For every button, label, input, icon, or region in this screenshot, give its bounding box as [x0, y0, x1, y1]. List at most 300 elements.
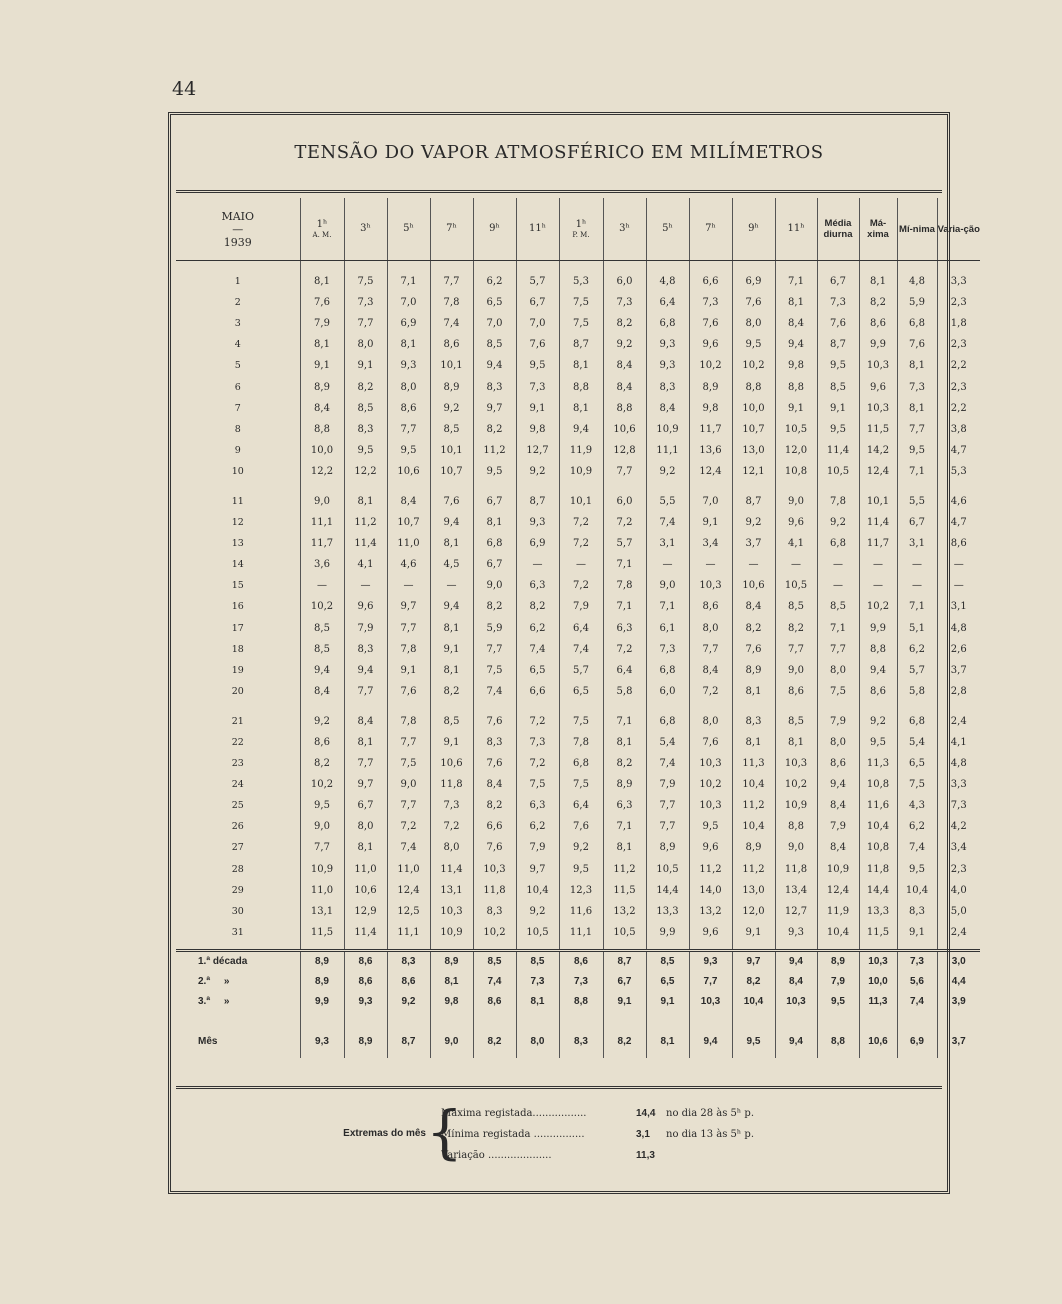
day-label: 27 [231, 842, 244, 854]
value-cell: — [300, 575, 344, 596]
value-cell: 13,1 [300, 901, 344, 922]
value-cell: 5,4 [897, 732, 937, 753]
value-cell: 9,5 [897, 440, 937, 461]
value-cell: 10,4 [732, 774, 775, 795]
value-cell: 8,1 [344, 732, 387, 753]
value-cell: 11,9 [559, 440, 603, 461]
day-label: 2 [234, 297, 241, 309]
table-row [176, 512, 980, 533]
value-cell: 6,9 [387, 313, 430, 334]
extremes-label: Extremas do mês [343, 1128, 426, 1139]
value-cell: 9,0 [473, 575, 516, 596]
hour-label: 7ʰ [705, 223, 716, 234]
value-cell: 2,4 [937, 922, 980, 943]
hour-header-3am [344, 198, 387, 261]
value-cell: 10,4 [732, 816, 775, 837]
value-cell: 8,1 [603, 837, 646, 858]
summary-value: 9,3 [689, 950, 732, 972]
value-cell: 9,2 [516, 461, 559, 482]
summary-value: 9,5 [732, 1032, 775, 1052]
value-cell: 8,4 [344, 711, 387, 732]
value-cell: 9,5 [897, 859, 937, 880]
value-cell: 10,5 [817, 461, 859, 482]
value-cell: 8,4 [732, 596, 775, 617]
value-cell: 4,8 [937, 753, 980, 774]
value-cell: 9,2 [817, 512, 859, 533]
spacer-cell [689, 1052, 732, 1058]
value-cell: 8,3 [646, 376, 689, 397]
value-cell: 2,3 [937, 859, 980, 880]
value-cell: 9,2 [859, 711, 897, 732]
value-cell: 7,2 [516, 711, 559, 732]
value-cell: 9,4 [775, 334, 817, 355]
value-cell: 11,2 [344, 512, 387, 533]
value-cell: 7,7 [300, 837, 344, 858]
value-cell: 8,7 [732, 491, 775, 512]
summary-value: 9,4 [775, 950, 817, 972]
day-label: 21 [231, 715, 244, 727]
day-label: 31 [231, 926, 244, 938]
value-cell: 9,2 [516, 901, 559, 922]
day-label: 30 [231, 905, 244, 917]
spacer-cell [300, 702, 344, 711]
value-cell: 8,1 [897, 355, 937, 376]
value-cell: 7,5 [516, 774, 559, 795]
table-row [176, 922, 980, 943]
summary-value: 6,7 [603, 972, 646, 992]
value-cell: 7,6 [300, 292, 344, 313]
table-row [176, 732, 980, 753]
summary-value: 8,1 [646, 1032, 689, 1052]
value-cell: 13,4 [775, 880, 817, 901]
value-cell: 9,0 [300, 816, 344, 837]
spacer-cell [732, 482, 775, 491]
summary-value: 7,3 [516, 972, 559, 992]
value-cell: 7,4 [559, 639, 603, 660]
summary-value: 8,6 [344, 972, 387, 992]
value-cell: 8,5 [775, 596, 817, 617]
spacer-cell [430, 1052, 473, 1058]
value-cell: 10,2 [775, 774, 817, 795]
value-cell: 11,6 [559, 901, 603, 922]
summary-value: 6,9 [897, 1032, 937, 1052]
value-cell: 8,8 [775, 816, 817, 837]
value-cell: 11,5 [859, 922, 897, 943]
value-cell: 7,7 [430, 271, 473, 292]
value-cell: 7,2 [559, 512, 603, 533]
value-cell: 10,9 [817, 859, 859, 880]
table-row [176, 639, 980, 660]
value-cell: 8,7 [817, 334, 859, 355]
value-cell: 9,6 [859, 376, 897, 397]
value-cell: 12,2 [344, 461, 387, 482]
value-cell: — [859, 575, 897, 596]
spacer-cell [516, 943, 559, 951]
value-cell: 5,5 [646, 491, 689, 512]
summary-value: 7,9 [817, 972, 859, 992]
value-cell: 7,7 [387, 419, 430, 440]
value-cell: 4,8 [937, 618, 980, 639]
table-row [176, 753, 980, 774]
value-cell: 10,0 [300, 440, 344, 461]
value-cell: 6,8 [897, 711, 937, 732]
summary-value: 8,7 [603, 950, 646, 972]
value-cell: 7,1 [646, 596, 689, 617]
value-cell: 2,6 [937, 639, 980, 660]
spacer-cell [859, 261, 897, 272]
summary-value: 9,5 [817, 992, 859, 1012]
value-cell: 14,2 [859, 440, 897, 461]
spacer-cell [689, 943, 732, 951]
value-cell: 8,6 [859, 313, 897, 334]
value-cell: 6,3 [516, 795, 559, 816]
summary-value: 7,4 [473, 972, 516, 992]
value-cell: 9,8 [689, 398, 732, 419]
summary-value: 8,3 [387, 950, 430, 972]
value-cell: 2,3 [937, 292, 980, 313]
spacer-cell [689, 482, 732, 491]
value-cell: 7,6 [897, 334, 937, 355]
value-cell: 9,1 [775, 398, 817, 419]
value-cell: 7,3 [689, 292, 732, 313]
value-cell: 7,9 [817, 711, 859, 732]
value-cell: 6,5 [559, 681, 603, 702]
day-label: 5 [234, 360, 241, 372]
value-cell: — [937, 554, 980, 575]
value-cell: 9,6 [689, 334, 732, 355]
value-cell: 10,6 [430, 753, 473, 774]
value-cell: 7,7 [387, 732, 430, 753]
value-cell: 7,4 [516, 639, 559, 660]
value-cell: 6,9 [516, 533, 559, 554]
min-label: Mínima registada ................ [441, 1129, 585, 1140]
value-cell: 8,3 [344, 419, 387, 440]
value-cell: 8,4 [775, 313, 817, 334]
summary-value: 3,9 [937, 992, 980, 1012]
value-cell: 6,7 [344, 795, 387, 816]
value-cell: 6,0 [646, 681, 689, 702]
value-cell: 7,7 [387, 795, 430, 816]
table-row [176, 711, 980, 732]
value-cell: 8,6 [387, 398, 430, 419]
value-cell: 3,7 [732, 533, 775, 554]
summary-value: 5,6 [897, 972, 937, 992]
value-cell: 13,2 [689, 901, 732, 922]
value-cell: 8,1 [430, 533, 473, 554]
value-cell: 7,6 [559, 816, 603, 837]
value-cell: 7,2 [559, 575, 603, 596]
value-cell: 8,1 [344, 491, 387, 512]
spacer-cell [859, 1012, 897, 1032]
spacer-cell [430, 943, 473, 951]
spacer-cell [689, 702, 732, 711]
spacer-cell [897, 482, 937, 491]
summary-value: 9,9 [300, 992, 344, 1012]
value-cell: 5,1 [897, 618, 937, 639]
value-cell: 11,7 [859, 533, 897, 554]
value-cell: 5,7 [603, 533, 646, 554]
hour-header-5pm [646, 198, 689, 261]
value-cell: 6,8 [473, 533, 516, 554]
value-cell: 7,5 [387, 753, 430, 774]
summary-value: 6,5 [646, 972, 689, 992]
table-row [176, 901, 980, 922]
value-cell: 10,8 [775, 461, 817, 482]
hour-label: 11ʰ [787, 223, 805, 234]
value-cell: 11,2 [732, 859, 775, 880]
value-cell: 11,1 [300, 512, 344, 533]
value-cell: 7,7 [689, 639, 732, 660]
spacer-cell [387, 702, 430, 711]
spacer-cell [344, 1052, 387, 1058]
spacer-cell [897, 1012, 937, 1032]
summary-value: 10,3 [689, 992, 732, 1012]
header-row [176, 198, 980, 261]
value-cell: 5,5 [897, 491, 937, 512]
summary-value: 8,6 [473, 992, 516, 1012]
value-cell: 7,1 [603, 816, 646, 837]
value-cell: 12,0 [732, 901, 775, 922]
value-cell: 7,1 [897, 461, 937, 482]
value-cell: 6,6 [516, 681, 559, 702]
value-cell: 8,4 [689, 660, 732, 681]
value-cell: 6,8 [646, 313, 689, 334]
spacer-cell [937, 1052, 980, 1058]
value-cell: 7,6 [817, 313, 859, 334]
value-cell: 5,9 [473, 618, 516, 639]
value-cell: 9,9 [859, 334, 897, 355]
value-cell: 7,9 [817, 816, 859, 837]
value-cell: 10,3 [689, 795, 732, 816]
value-cell: 8,8 [559, 376, 603, 397]
value-cell: 8,5 [473, 334, 516, 355]
value-cell: 11,6 [859, 795, 897, 816]
spacer-cell [387, 482, 430, 491]
value-cell: 8,1 [559, 355, 603, 376]
value-cell: 8,1 [859, 271, 897, 292]
value-cell: 6,4 [603, 660, 646, 681]
value-cell: 10,3 [775, 753, 817, 774]
value-cell: 6,9 [732, 271, 775, 292]
value-cell: 10,7 [732, 419, 775, 440]
spacer-cell [344, 702, 387, 711]
summary-value: 3,7 [937, 1032, 980, 1052]
value-cell: 7,8 [387, 639, 430, 660]
summary-value: 8,5 [646, 950, 689, 972]
media-diurna-header [817, 198, 859, 261]
spacer-cell [516, 261, 559, 272]
value-cell: 11,8 [430, 774, 473, 795]
value-cell: 5,0 [937, 901, 980, 922]
day-label: 12 [231, 517, 244, 529]
value-cell: 8,0 [344, 816, 387, 837]
summary-value: 8,6 [387, 972, 430, 992]
value-cell: 7,6 [689, 732, 732, 753]
spacer-cell [300, 482, 344, 491]
value-cell: 7,6 [473, 753, 516, 774]
value-cell: 6,0 [603, 491, 646, 512]
summary-value: 8,4 [775, 972, 817, 992]
value-cell: 2,2 [937, 355, 980, 376]
value-cell: 9,5 [473, 461, 516, 482]
summary-value: 8,3 [559, 1032, 603, 1052]
value-cell: 7,9 [516, 837, 559, 858]
spacer-cell [817, 943, 859, 951]
value-cell: 8,4 [300, 681, 344, 702]
value-cell: 10,6 [603, 419, 646, 440]
spacer-cell [732, 1052, 775, 1058]
value-cell: 7,7 [344, 313, 387, 334]
value-cell: 13,3 [859, 901, 897, 922]
spacer-cell [859, 1052, 897, 1058]
value-cell: 8,8 [775, 376, 817, 397]
summary-row [176, 1032, 980, 1052]
value-cell: 10,5 [775, 419, 817, 440]
value-cell: 8,9 [732, 660, 775, 681]
value-cell: 8,0 [430, 837, 473, 858]
value-cell: 7,2 [387, 816, 430, 837]
value-cell: 7,8 [559, 732, 603, 753]
value-cell: 11,7 [689, 419, 732, 440]
value-cell: 8,2 [775, 618, 817, 639]
value-cell: 8,1 [300, 271, 344, 292]
value-cell: 6,8 [897, 313, 937, 334]
value-cell: 7,5 [559, 292, 603, 313]
day-label: 23 [231, 758, 244, 770]
value-cell: 8,8 [603, 398, 646, 419]
value-cell: 8,0 [387, 376, 430, 397]
value-cell: 6,7 [897, 512, 937, 533]
value-cell: 9,5 [559, 859, 603, 880]
value-cell: 10,1 [859, 491, 897, 512]
value-cell: 8,5 [344, 398, 387, 419]
spacer-cell [817, 261, 859, 272]
value-cell: 7,2 [516, 753, 559, 774]
value-cell: 8,2 [516, 596, 559, 617]
value-cell: 3,7 [937, 660, 980, 681]
spacer-cell [646, 943, 689, 951]
value-cell: 9,0 [646, 575, 689, 596]
summary-value: 8,1 [516, 992, 559, 1012]
spacer-cell [387, 261, 430, 272]
value-cell: 7,6 [732, 292, 775, 313]
minima-header [897, 198, 937, 261]
value-cell: 6,7 [817, 271, 859, 292]
value-cell: 7,3 [344, 292, 387, 313]
value-cell: 8,4 [603, 355, 646, 376]
spacer-row [176, 1012, 980, 1032]
value-cell: — [897, 554, 937, 575]
hour-label: 5ʰ [662, 223, 673, 234]
value-cell: 7,7 [775, 639, 817, 660]
value-cell: — [430, 575, 473, 596]
value-cell: 8,8 [732, 376, 775, 397]
summary-value: 10,3 [859, 950, 897, 972]
value-cell: 12,0 [775, 440, 817, 461]
value-cell: 10,2 [300, 774, 344, 795]
value-cell: — [559, 554, 603, 575]
value-cell: 5,3 [559, 271, 603, 292]
table-row [176, 859, 980, 880]
value-cell: 10,3 [689, 753, 732, 774]
value-cell: 9,3 [646, 355, 689, 376]
value-cell: 7,6 [430, 491, 473, 512]
value-cell: 6,2 [897, 639, 937, 660]
year-label: 1939 [223, 235, 252, 249]
spacer-cell [897, 702, 937, 711]
value-cell: 7,5 [559, 313, 603, 334]
value-cell: 7,7 [646, 795, 689, 816]
value-cell: 10,2 [689, 774, 732, 795]
value-cell: 7,4 [646, 753, 689, 774]
value-cell: 6,5 [897, 753, 937, 774]
value-cell: 7,1 [387, 271, 430, 292]
value-cell: 5,8 [897, 681, 937, 702]
value-cell: 12,7 [775, 901, 817, 922]
value-cell: 3,8 [937, 419, 980, 440]
value-cell: 9,7 [516, 859, 559, 880]
value-cell: 5,8 [603, 681, 646, 702]
day-label: 15 [231, 580, 244, 592]
day-label: 10 [231, 465, 244, 477]
value-cell: 3,1 [937, 596, 980, 617]
value-cell: 9,5 [387, 440, 430, 461]
hour-label: 3ʰ [360, 223, 371, 234]
vapor-tension-table [176, 198, 980, 1058]
value-cell: 4,1 [775, 533, 817, 554]
value-cell: — [344, 575, 387, 596]
value-cell: 10,3 [473, 859, 516, 880]
maxima-label: Má-xima [867, 218, 889, 240]
value-cell: 10,9 [300, 859, 344, 880]
value-cell: 7,0 [689, 491, 732, 512]
value-cell: 8,3 [473, 376, 516, 397]
hour-label: 3ʰ [619, 223, 630, 234]
value-cell: 9,5 [300, 795, 344, 816]
value-cell: 3,3 [937, 774, 980, 795]
value-cell: 4,6 [387, 554, 430, 575]
spacer-cell [176, 702, 300, 711]
spacer-cell [732, 1012, 775, 1032]
value-cell: 8,3 [473, 732, 516, 753]
hour-label: 9ʰ [748, 223, 759, 234]
summary-value: 8,2 [473, 1032, 516, 1052]
summary-value: 9,7 [732, 950, 775, 972]
value-cell: 8,1 [344, 837, 387, 858]
value-cell: 8,6 [775, 681, 817, 702]
value-cell: 10,5 [775, 575, 817, 596]
value-cell: 4,3 [897, 795, 937, 816]
value-cell: 9,1 [817, 398, 859, 419]
hour-label: 7ʰ [446, 223, 457, 234]
value-cell: 7,7 [817, 639, 859, 660]
spacer-cell [897, 943, 937, 951]
value-cell: 9,0 [300, 491, 344, 512]
value-cell: 4,7 [937, 440, 980, 461]
hour-header-9pm [732, 198, 775, 261]
day-label: 17 [231, 622, 244, 634]
value-cell: 9,2 [559, 837, 603, 858]
value-cell: 9,0 [775, 660, 817, 681]
value-cell: 6,7 [516, 292, 559, 313]
value-cell: 8,1 [387, 334, 430, 355]
value-cell: 7,8 [817, 491, 859, 512]
value-cell: 7,5 [817, 681, 859, 702]
summary-value: 8,0 [516, 1032, 559, 1052]
day-label: 26 [231, 821, 244, 833]
summary-value: 8,6 [559, 950, 603, 972]
summary-value: 9,2 [387, 992, 430, 1012]
